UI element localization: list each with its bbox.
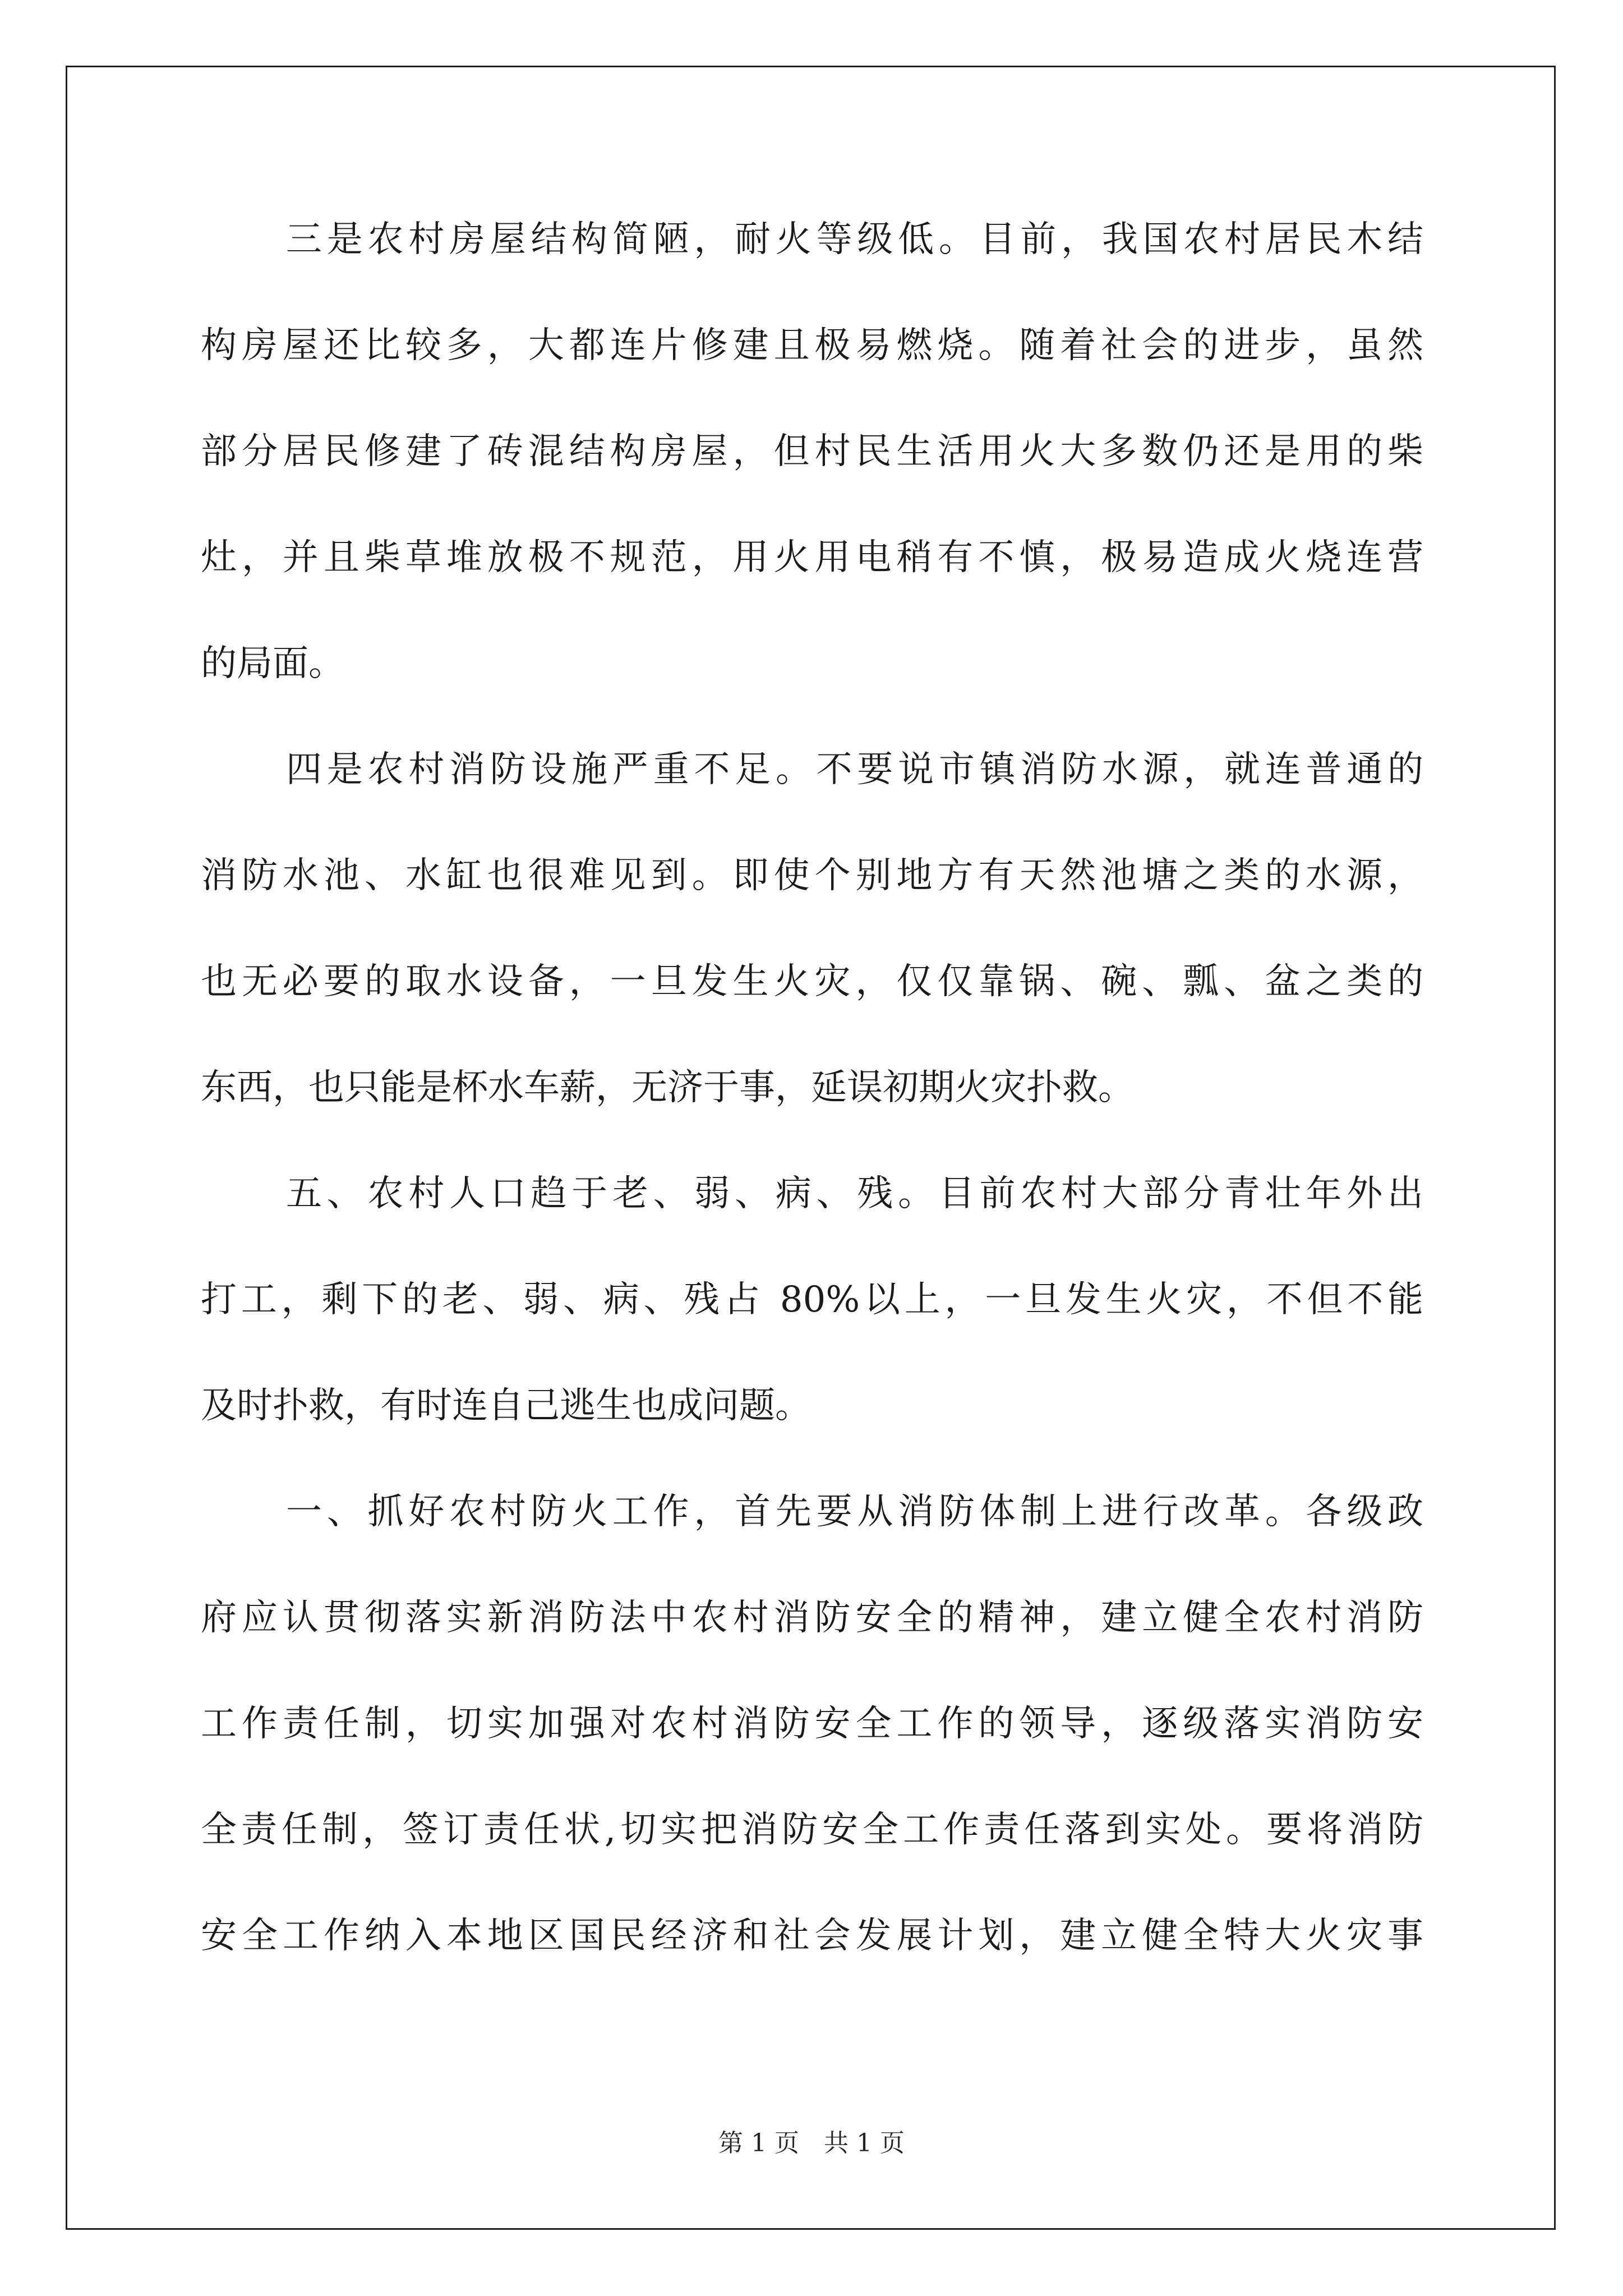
document-body [201,220,1423,2022]
paragraph-line: 也无必要的取水设备，一旦发生火灾，仅仅靠锅、碗、瓢、盆之类的 [201,962,1423,1002]
paragraph-line: 三是农村房屋结构简陋，耐火等级低。目前，我国农村居民木结 [286,220,1423,260]
paragraph-line: 打工，剩下的老、弱、病、残占 80%以上，一旦发生火灾，不但不能 [201,1280,1423,1320]
paragraph-fire-facilities [201,750,1423,1174]
paragraph-rural-housing [201,220,1423,750]
paragraph-line: 消防水池、水缸也很难见到。即使个别地方有天然池塘之类的水源， [201,856,1423,896]
paragraph-line: 部分居民修建了砖混结构房屋，但村民生活用火大多数仍还是用的柴 [201,432,1423,472]
paragraph-line: 工作责任制，切实加强对农村消防安全工作的领导，逐级落实消防安 [201,1704,1423,1745]
paragraph-rural-population [201,1174,1423,1492]
paragraph-line: 全责任制，签订责任状,切实把消防安全工作责任落到实处。要将消防 [201,1810,1423,1851]
paragraph-line: 安全工作纳入本地区国民经济和社会发展计划，建立健全特大火灾事 [201,1916,1423,1957]
paragraph-line: 五、农村人口趋于老、弱、病、残。目前农村大部分青壮年外出 [286,1174,1423,1214]
paragraph-line: 构房屋还比较多，大都连片修建且极易燃烧。随着社会的进步，虽然 [201,326,1423,366]
paragraph-line: 四是农村消防设施严重不足。不要说市镇消防水源，就连普通的 [286,750,1423,790]
paragraph-line: 灶，并且柴草堆放极不规范，用火用电稍有不慎，极易造成火烧连营 [201,538,1423,578]
page-number-footer: 第 1 页 共 1 页 [718,2129,905,2157]
paragraph-line: 的局面。 [201,644,344,684]
paragraph-line: 府应认贯彻落实新消防法中农村消防安全的精神，建立健全农村消防 [201,1598,1423,1639]
paragraph-line: 一、抓好农村防火工作，首先要从消防体制上进行改革。各级政 [286,1492,1423,1533]
paragraph-line: 及时扑救，有时连自己逃生也成问题。 [201,1386,811,1427]
paragraph-line: 东西，也只能是杯水车薪，无济于事，延误初期火灾扑救。 [201,1068,1134,1108]
paragraph-fire-system-reform [201,1492,1423,2022]
